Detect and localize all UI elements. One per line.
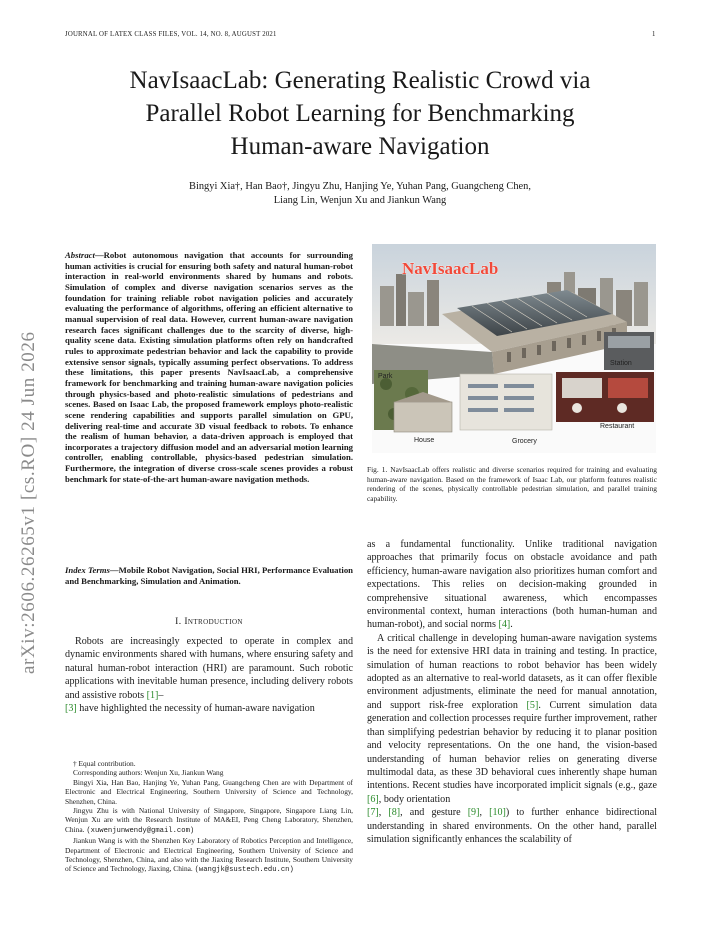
citation-link[interactable]: [8] <box>388 807 401 819</box>
footnote-corresponding: Corresponding authors: Wenjun Xu, Jiankun Wang <box>73 768 224 778</box>
citation-link[interactable]: [5] <box>526 699 539 711</box>
separator: , <box>479 807 490 819</box>
author-list: Bingyi Xia†, Han Bao†, Jingyu Zhu, Hanjing Ye, Yuhan Pang, Guangcheng Chen, Liang Lin, Wenjun Xu and Jiankun Wang <box>189 181 531 206</box>
label-house: House <box>414 437 435 444</box>
index-terms <box>65 565 353 586</box>
paragraph-text: A critical challenge in developing human-aware navigation systems is the need for extensive HRI data in training and testing. In practice, simulation of human reactions to robot behavior has been widely adopted as an alternative to real-world datasets, as it can offer flexible environment adjustments, eliminate the need for manual annotation, and support risk-free exploration <box>367 632 657 711</box>
citation-link[interactable]: [7] <box>367 807 379 819</box>
figure-caption: Fig. 1. NavIsaacLab offers realistic and diverse scenarios required for training and evaluating human-aware navigation. Based on the framework of Isaac Lab, our platform features realistic rendering of the scenes, physically controllable pedestrian simulation, and parallel training capability. <box>367 465 657 503</box>
citation-link[interactable]: [6] <box>367 793 379 805</box>
paragraph-text: , body orientation <box>378 793 451 805</box>
affiliation-text: Jiankun Wang is with the Shenzhen Key Laboratory of Robotics Perception and Intelligence, Department of Electronic and Electrical Engineering, Southern University of Science and Technology, Shenzhen, China, and also with the Jiaxing Research Institute, Southern University of Science and Technology, Jiaxing, China. <box>65 836 353 874</box>
paragraph-text: , and gesture <box>400 807 468 819</box>
email-address[interactable]: (wangjk@sustech.edu.cn) <box>194 866 294 875</box>
arxiv-stamp[interactable]: arXiv:2606.26265v1 [cs.RO] 24 Jun 2026 <box>18 331 39 674</box>
footnotes <box>65 759 353 876</box>
citation-link[interactable]: [9] <box>467 807 480 819</box>
footnote-affiliation <box>65 806 353 836</box>
citation-link[interactable]: [10] <box>489 807 506 819</box>
paragraph-text: . Current simulation data generation and collection processes require further improvement, rather than simplifying pedestrian behavior by reducing it to planar position and velocity representations. On the one hand, the vision-based understanding of human behavior relies on generating diverse multimodal data, as these 3D behavioral cues inherently shape human intentions. Recent studies have incorporated implicit signals (e.g., gaze <box>367 699 657 792</box>
dash: – <box>158 689 164 701</box>
footnote-equal: † Equal contribution. <box>73 759 136 768</box>
right-column <box>367 538 657 846</box>
intro-paragraph <box>65 635 353 715</box>
intro-text: Robots are increasingly expected to operate in complex and dynamic environments shared with humans, where ensuring safety and natural human-robot interaction (HRI) are paramount. Such robotic applications with inevitable human presence, including delivery robots and assistive robots <box>65 636 353 701</box>
paragraph <box>367 632 657 847</box>
figure-logo: NavIsaacLab <box>402 259 499 278</box>
paragraph-text: ) to further enhance bidirectional understanding in shared environments. On the other hand, parallel simulation significantly enhances the scalability of <box>367 807 657 845</box>
page-number: 1 <box>652 31 656 38</box>
email-address[interactable]: (xuwenjunwendy@gmail.com) <box>86 826 195 835</box>
citation-link[interactable]: [4] <box>498 619 511 631</box>
label-grocery: Grocery <box>512 438 537 445</box>
intro-text-end: have highlighted the necessity of human-aware navigation <box>76 703 315 715</box>
grocery-scene <box>460 374 552 430</box>
paragraph-text: as a fundamental functionality. Unlike traditional navigation approaches that primarily focus on obstacle avoidance and path efficiency, human-aware navigation also prioritizes human comfort and expectations. This relies on decision-making grounded in comprehensive situational awareness, which encompasses environmental context, human interactions (both human-human and human-robot), and social norms <box>367 539 657 631</box>
label-park: Park <box>378 373 393 380</box>
separator: , <box>378 807 389 819</box>
abstract <box>65 250 353 484</box>
label-restaurant: Restaurant <box>600 423 635 430</box>
abstract-text: —Robot autonomous navigation that accounts for surrounding human activities is crucial for ensuring both safety and natural human-robot interaction in real-world environments shared by humans and robots. Simulation of complex and diverse navigation scenarios serves as the foundation for training reliable robot navigation policies and accurately evaluating the performance of algorithms, offering an efficient alternative to manual supervision of real data. However, current human-aware navigation research faces significant challenges due to the scarcity of diverse, high-quality scene data. Existing simulation platforms often rely on handcrafted rules to approximate pedestrian behavior and lack the capability to provide extensive sensor signals, typically assuming perfect observations. To address these limitations, this paper presents NavIsaacLab, a comprehensive framework for benchmarking and training human-aware navigation policies through physics-based and photo-realistic simulations of pedestrians and scenes. Based on Isaac Lab, the proposed framework employs photo-realistic scene rendering capabilities and supports parallel simulation on GPU, delivering real-time and accurate 3D visual feedback to robots. To enhance the realism of human behavior, a data-driven approach is employed that incorporates a trajectory diffusion model and an adversarial motion learning controller, enabling controllable, physics-based pedestrian simulation. Furthermore, the integration of diverse cross-scale scenes provides a robust benchmark for state-of-the-art human-aware navigation methods. <box>65 250 353 484</box>
figure-1 <box>372 244 656 453</box>
footnote-affiliation: Bingyi Xia, Han Bao, Hanjing Ye, Yuhan Pang, Guangcheng Chen are with Department of Electronic and Electrical Engineering, Southern University of Science and Technology, Shenzhen, China. <box>65 777 353 806</box>
paragraph-end: . <box>510 619 513 631</box>
section-heading: I. Introduction <box>175 616 243 627</box>
citation-link[interactable]: [1] <box>146 689 159 701</box>
house-scene <box>394 402 452 432</box>
footnote-affiliation <box>65 836 353 876</box>
paper-title: NavIsaacLab: Generating Realistic Crowd via Parallel Robot Learning for Benchmarking Human-aware Navigation <box>129 67 591 160</box>
index-terms-lead: Index Terms <box>65 565 110 575</box>
abstract-lead: Abstract <box>65 250 95 260</box>
citation-link[interactable]: [3] <box>65 703 77 715</box>
affiliation-text: Jingyu Zhu is with National University of Singapore, Singapore, Singapore Liang Lin, Wenjun Xu are with the Research Institute of MA&EI, Peng Cheng Laboratory, Shenzhen, China. <box>65 806 353 834</box>
figure-illustration <box>372 244 656 453</box>
running-header: JOURNAL OF LATEX CLASS FILES, VOL. 14, NO. 8, AUGUST 2021 <box>65 31 277 38</box>
paragraph-continued <box>367 538 657 632</box>
label-station: Station <box>610 360 632 367</box>
index-terms-text: —Mobile Robot Navigation, Social HRI, Performance Evaluation and Benchmarking, Simulation and Animation. <box>65 565 353 586</box>
